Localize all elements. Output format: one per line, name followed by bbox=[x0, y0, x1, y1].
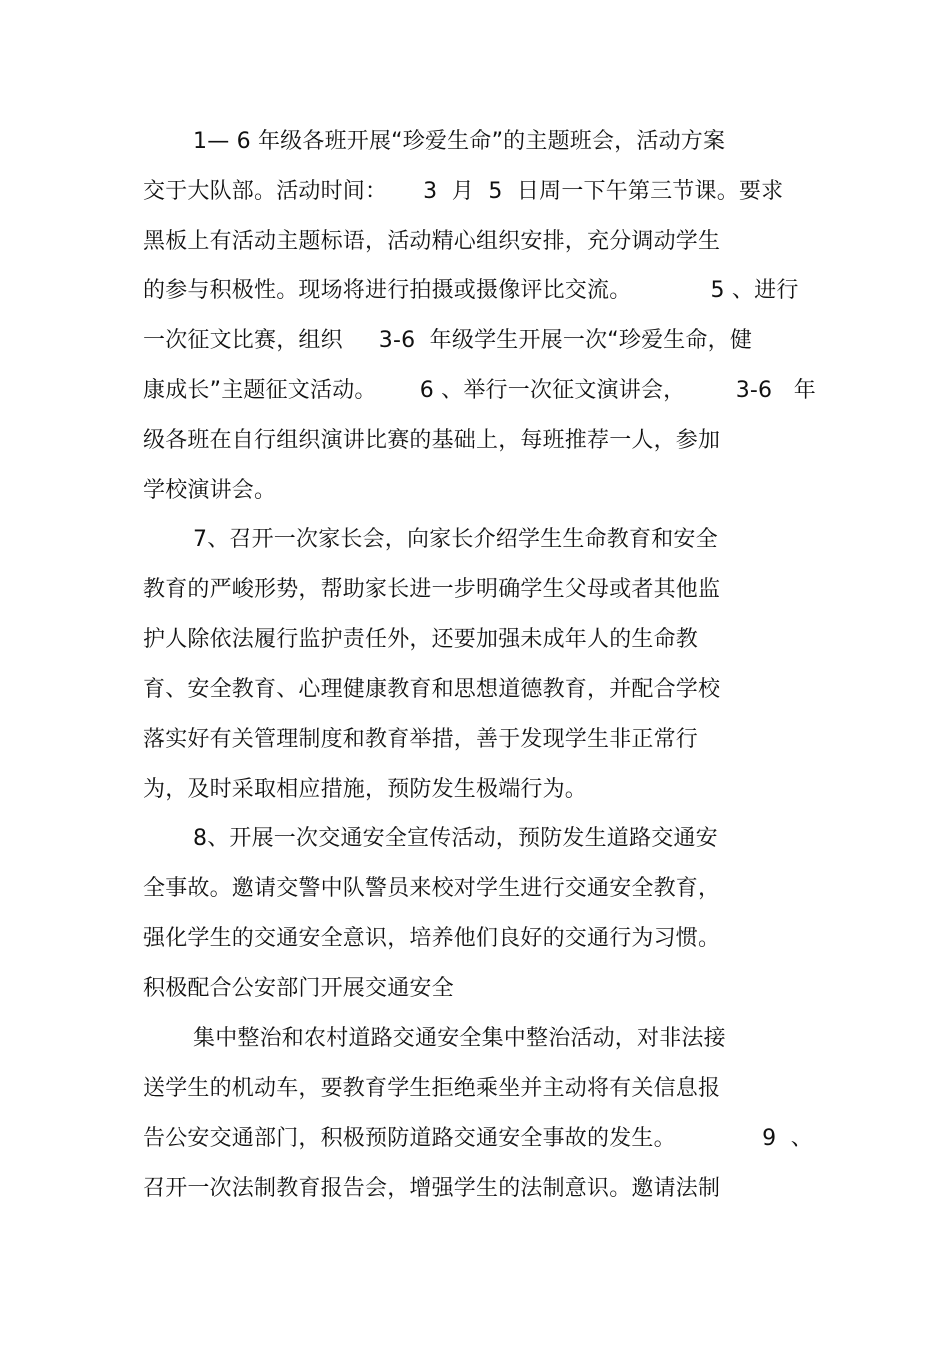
text-line: 康成长”主题征文活动。 6 、举行一次征文演讲会， 3-6 年 bbox=[143, 378, 817, 403]
text-line: 集中整治和农村道路交通安全集中整治活动，对非法接 bbox=[193, 1026, 726, 1051]
text-line: 1— 6 年级各班开展“珍爱生命”的主题班会，活动方案 bbox=[193, 129, 726, 154]
text-line: 级各班在自行组织演讲比赛的基础上，每班推荐一人，参加 bbox=[143, 428, 721, 453]
text-line: 交于大队部。活动时间： 3 月 5 日周一下午第三节课。要求 bbox=[143, 179, 784, 204]
text-line: 育、安全教育、心理健康教育和思想道德教育，并配合学校 bbox=[143, 677, 721, 702]
text-line: 8、开展一次交通安全宣传活动，预防发生道路交通安 bbox=[193, 826, 718, 851]
text-line: 积极配合公安部门开展交通安全 bbox=[143, 976, 454, 1001]
text-line: 强化学生的交通安全意识，培养他们良好的交通行为习惯。 bbox=[143, 926, 721, 951]
text-line: 落实好有关管理制度和教育举措，善于发现学生非正常行 bbox=[143, 727, 699, 752]
text-line: 7、召开一次家长会，向家长介绍学生生命教育和安全 bbox=[193, 527, 718, 552]
text-line: 全事故。邀请交警中队警员来校对学生进行交通安全教育， bbox=[143, 876, 721, 901]
text-line: 告公安交通部门，积极预防道路交通安全事故的发生。 9 、 bbox=[143, 1126, 813, 1151]
text-line: 召开一次法制教育报告会，增强学生的法制意识。邀请法制 bbox=[143, 1176, 721, 1201]
text-line: 教育的严峻形势，帮助家长进一步明确学生父母或者其他监 bbox=[143, 577, 721, 602]
text-line: 为，及时采取相应措施，预防发生极端行为。 bbox=[143, 777, 588, 802]
text-line: 黑板上有活动主题标语，活动精心组织安排，充分调动学生 bbox=[143, 229, 721, 254]
text-line: 送学生的机动车，要教育学生拒绝乘坐并主动将有关信息报 bbox=[143, 1076, 721, 1101]
text-line: 学校演讲会。 bbox=[143, 478, 277, 503]
text-line: 的参与积极性。现场将进行拍摄或摄像评比交流。 5 、进行 bbox=[143, 278, 799, 303]
text-line: 一次征文比赛，组织 3-6 年级学生开展一次“珍爱生命，健 bbox=[143, 328, 753, 353]
text-line: 护人除依法履行监护责任外，还要加强未成年人的生命教 bbox=[143, 627, 699, 652]
